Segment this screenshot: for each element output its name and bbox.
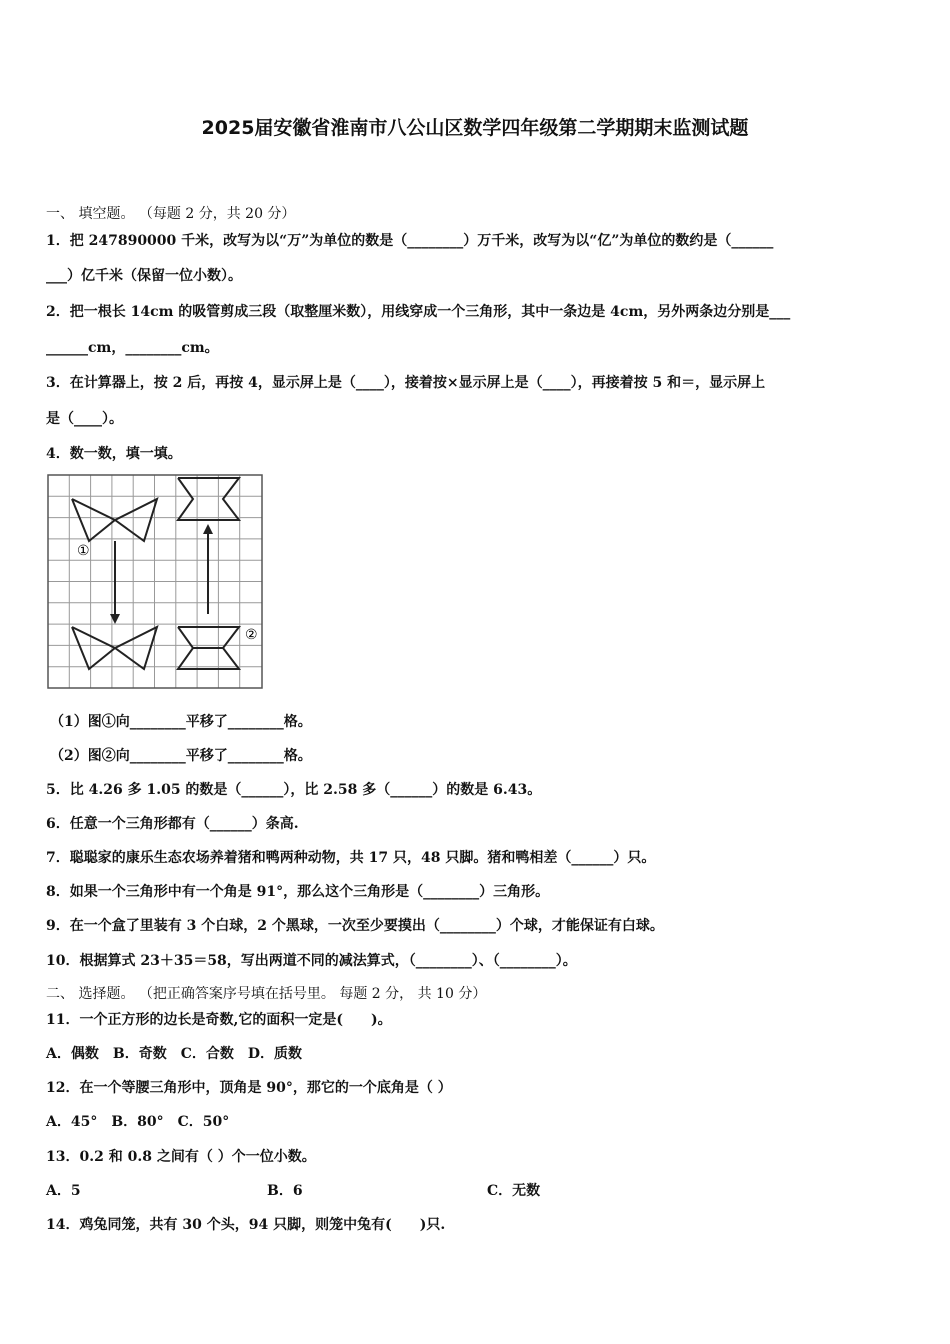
section-2-heading: 二、 选择题。 （把正确答案序号填在括号里。 每题 2 分， 共 10 分） bbox=[46, 986, 487, 1002]
figure-1-top bbox=[72, 499, 157, 541]
question-5: 5．比 4.26 多 1.05 的数是（______），比 2.58 多（______）的数是 6.43。 bbox=[46, 782, 542, 798]
question-3-line-1: 3．在计算器上，按 2 后，再按 4，显示屏上是（____），接着按×显示屏上是（____），再接着按 5 和＝，显示屏上 bbox=[46, 375, 766, 391]
question-2-line-2: ______cm，________cm。 bbox=[46, 340, 219, 356]
section-1-heading: 一、 填空题。 （每题 2 分，共 20 分） bbox=[46, 206, 296, 222]
question-7: 7．聪聪家的康乐生态农场养着猪和鸭两种动物，共 17 只，48 只脚。猪和鸭相差（______）只。 bbox=[46, 850, 656, 866]
question-4: 4．数一数，填一填。 bbox=[46, 446, 182, 462]
question-4-part-2: （2）图②向________平移了________格。 bbox=[50, 748, 312, 764]
question-14: 14．鸡兔同笼，共有 30 个头，94 只脚，则笼中兔有( )只. bbox=[46, 1217, 446, 1233]
question-3-line-2: 是（____）。 bbox=[46, 411, 123, 427]
question-2-line-1: 2．把一根长 14cm 的吸管剪成三段（取整厘米数），用线穿成一个三角形，其中一条边是 4cm，另外两条边分别是___ bbox=[46, 304, 791, 320]
question-13-option-a: A．5 bbox=[46, 1183, 81, 1199]
question-1-line-2: ___）亿千米（保留一位小数）。 bbox=[46, 268, 242, 284]
question-13-option-c: C．无数 bbox=[487, 1183, 541, 1199]
arrow-up-head bbox=[203, 524, 213, 534]
question-1-line-1: 1．把 247890000 千米，改写为以“万”为单位的数是（________）万千米，改写为以“亿”为单位的数约是（______ bbox=[46, 233, 774, 249]
question-13: 13．0.2 和 0.8 之间有（ ）个一位小数。 bbox=[46, 1149, 316, 1165]
page-title: 2025届安徽省淮南市八公山区数学四年级第二学期期末监测试题 bbox=[201, 117, 749, 139]
figure-2-top bbox=[178, 478, 239, 520]
question-8: 8．如果一个三角形中有一个角是 91°，那么这个三角形是（________）三角形。 bbox=[46, 884, 550, 900]
figure-2-label: ② bbox=[245, 627, 258, 643]
question-11: 11．一个正方形的边长是奇数,它的面积一定是( )。 bbox=[46, 1012, 392, 1028]
question-10: 10．根据算式 23＋35＝58，写出两道不同的减法算式，（________）、（________）。 bbox=[46, 953, 577, 969]
figure-1-label: ① bbox=[77, 543, 90, 559]
translation-grid-figure bbox=[47, 474, 265, 690]
question-4-part-1: （1）图①向________平移了________格。 bbox=[50, 714, 312, 730]
question-12-options: A．45° B．80° C．50° bbox=[46, 1114, 230, 1130]
question-9: 9．在一个盒了里装有 3 个白球，2 个黑球，一次至少要摸出（________）个球，才能保证有白球。 bbox=[46, 918, 664, 934]
question-11-options: A．偶数 B．奇数 C．合数 D．质数 bbox=[46, 1046, 302, 1062]
question-6: 6．任意一个三角形都有（______）条高. bbox=[46, 816, 299, 832]
question-13-option-b: B．6 bbox=[267, 1183, 303, 1199]
figure-1-bottom bbox=[72, 627, 157, 669]
question-12: 12．在一个等腰三角形中，顶角是 90°，那它的一个底角是（ ） bbox=[46, 1080, 452, 1096]
